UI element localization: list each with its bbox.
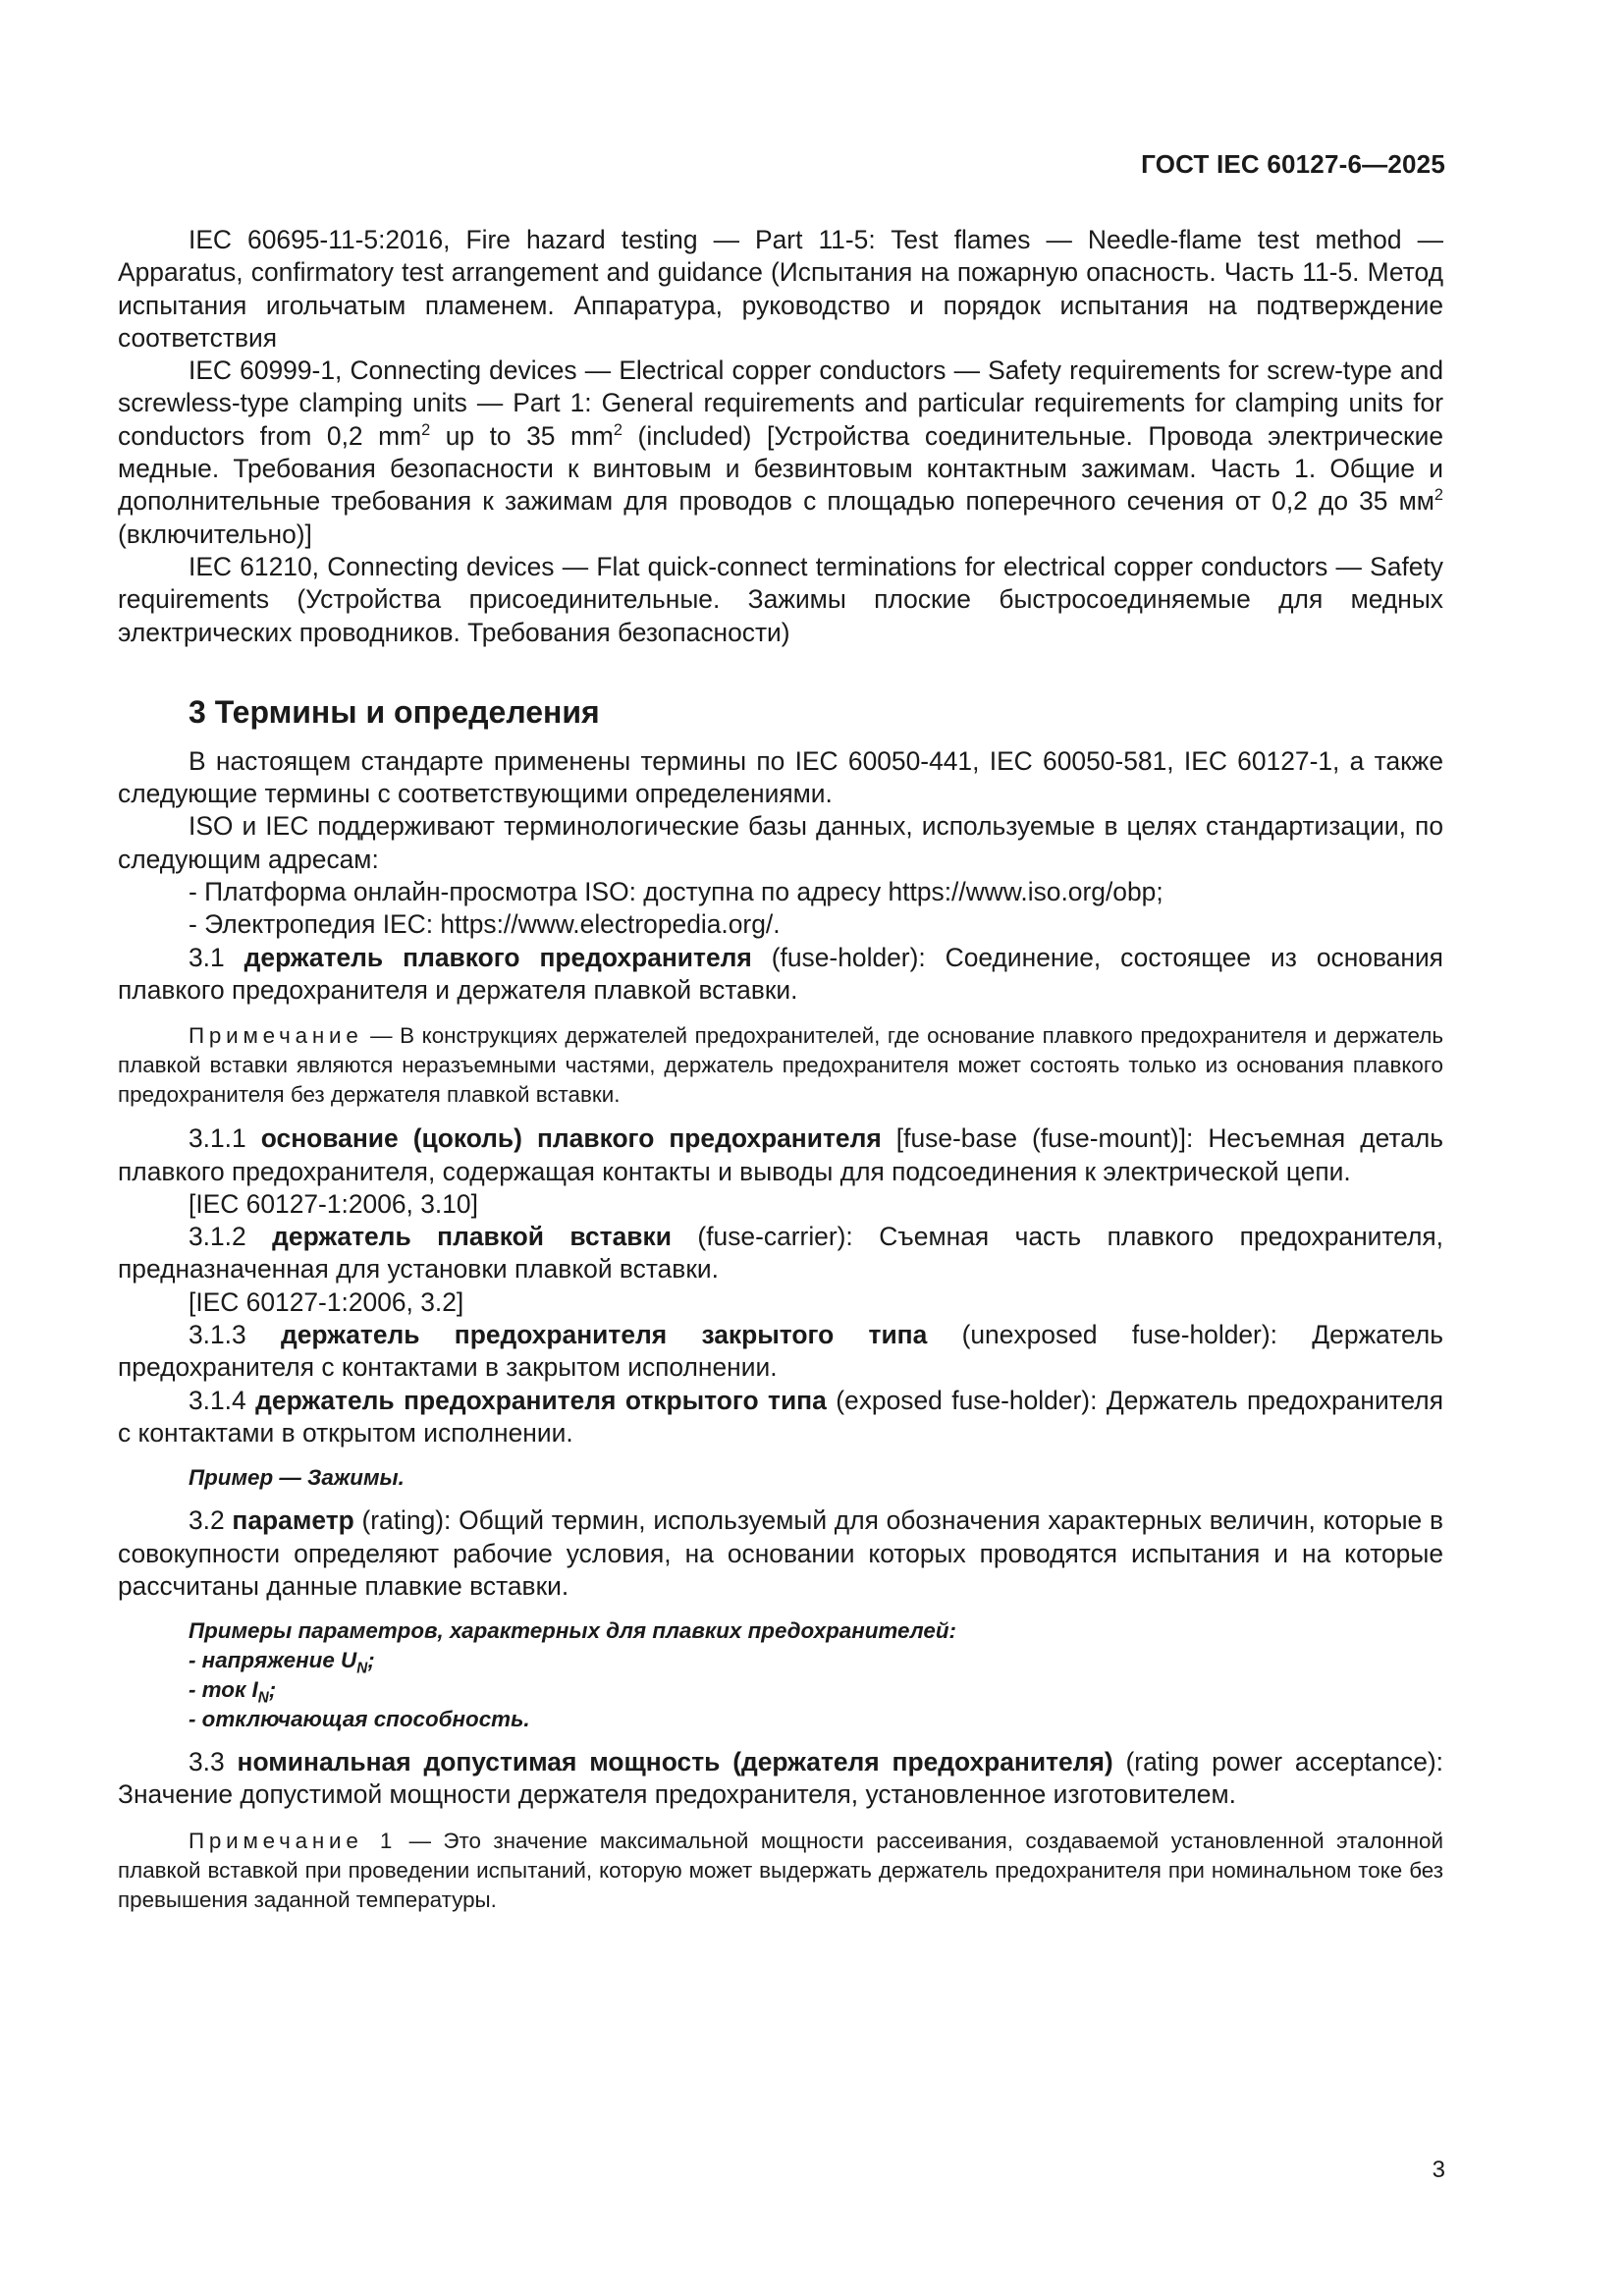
- term-name: держатель предохранителя открытого типа: [255, 1385, 827, 1415]
- term-name: номинальная допустимая мощность (держателя предохранителя): [237, 1747, 1113, 1777]
- term-3-1-2: 3.1.2 держатель плавкой вставки (fuse-carrier): Съемная часть плавкого предохранителя, предназначенная для установки плавкой вставки.: [118, 1222, 1443, 1285]
- term-name: параметр: [232, 1505, 354, 1536]
- note-label: Примечание: [189, 1023, 363, 1049]
- term-3-3: 3.3 номинальная допустимая мощность (держателя предохранителя) (rating power acceptance): Значение допустимой мощности держателя предохранителя, установленное изготовителем.: [118, 1747, 1443, 1810]
- example-current: - ток $I_N$;: [189, 1677, 277, 1707]
- page-number: 3: [1432, 2157, 1445, 2183]
- section-intro: В настоящем стандарте применены термины по IEC 60050-441, IEC 60050-581, IEC 60127-1, а также следующие термины с соответствующими определениями.: [118, 745, 1443, 809]
- ref-iec-60999: IEC 60999-1, Connecting devices — Electrical copper conductors — Safety requirements for screw-type and screwless-type clamping units — Part 1: General requirements and particular requirements for clamping units for conductors from 0,2 $mm^2$ up to 35 $mm^2$ (included) [Устройства соединительные. Провода электрические медные. Требования безопасности к винтовым и безвинтовым контактным зажимам. Часть 1. Общие и дополнительные требования к зажимам для проводов с площадью поперечного сечения от 0,2 до 35 $мм^2$ (включительно)]: [118, 355, 1443, 549]
- examples-heading: Примеры параметров, характерных для плавких предохранителей:: [189, 1618, 956, 1644]
- note-3-1: Примечание — В конструкциях держателей предохранителей, где основание плавкого предохранителя и держатель плавкой вставки являются неразъемными частями, держатель предохранителя может состоять только из основания плавкого предохранителя без держателя плавкой вставки.: [118, 1023, 1443, 1108]
- term-name: основание (цоколь) плавкого предохранителя: [260, 1123, 882, 1154]
- list-item-electropedia: - Электропедия IEC: https://www.electropedia.org/.: [189, 909, 781, 940]
- note-label: Примечание 1: [189, 1828, 398, 1853]
- standard-designation: ГОСТ IEC 60127-6—2025: [1141, 149, 1445, 179]
- term-name: держатель плавкого предохранителя: [243, 942, 752, 972]
- page-content: [118, 224, 1443, 1928]
- examples-3-2: [118, 1616, 1443, 1734]
- section-title: 3 Термины и определения: [189, 693, 600, 730]
- example-voltage: - напряжение $U_N$;: [189, 1648, 375, 1677]
- list-item-iso-obp: - Платформа онлайн-просмотра ISO: доступна по адресу https://www.iso.org/obp;: [189, 877, 1163, 907]
- example-3-1-4: Пример — Зажимы.: [189, 1465, 405, 1491]
- term-3-1: 3.1 держатель плавкого предохранителя (fuse-holder): Соединение, состоящее из основания плавкого предохранителя и держателя плавкой вставки.: [118, 942, 1443, 1005]
- term-3-1-1: 3.1.1 основание (цоколь) плавкого предохранителя [fuse-base (fuse-mount)]: Несъемная деталь плавкого предохранителя, содержащая контакты и выводы для подсоединения к электрической цепи.: [118, 1123, 1444, 1186]
- source-3-1-1: [IEC 60127-1:2006, 3.10]: [189, 1188, 478, 1219]
- term-name: держатель предохранителя закрытого типа: [281, 1320, 928, 1350]
- term-3-1-3: 3.1.3 держатель предохранителя закрытого типа (unexposed fuse-holder): Держатель предохранителя с контактами в закрытом исполнении.: [118, 1320, 1443, 1383]
- ref-iec-60695: IEC 60695-11-5:2016, Fire hazard testing — Part 11-5: Test flames — Needle-flame test method — Apparatus, confirmatory test arrangement and guidance (Испытания на пожарную опасность. Часть 11-5. Метод испытания игольчатым пламенем. Аппаратура, руководство и порядок испытания на подтверждение соответствия: [118, 225, 1443, 353]
- ref-iec-61210: IEC 61210, Connecting devices — Flat quick-connect terminations for electrical copper conductors — Safety requirements (Устройства присоединительные. Зажимы плоские быстросоединяемые для медных электрических проводников. Требования безопасности): [118, 551, 1443, 647]
- term-databases-text: ISO и IEC поддерживают терминологические базы данных, используемые в целях стандартизации, по следующим адресам:: [118, 811, 1443, 874]
- term-name: держатель плавкой вставки: [272, 1222, 672, 1252]
- note-3-3: Примечание 1 — Это значение максимальной мощности рассеивания, создаваемой установленной эталонной плавкой вставкой при проведении испытаний, которую может выдержать держатель предохранителя при номинальном токе без превышения заданной температуры.: [118, 1828, 1443, 1912]
- example-breaking-capacity: - отключающая способность.: [189, 1707, 530, 1732]
- term-3-2: 3.2 параметр (rating): Общий термин, используемый для обозначения характерных величин, которые в совокупности определяют рабочие условия, на основании которых проводятся испытания и на которые рассчитаны данные плавкие вставки.: [118, 1505, 1443, 1601]
- source-3-1-2: [IEC 60127-1:2006, 3.2]: [189, 1286, 464, 1317]
- term-3-1-4: 3.1.4 держатель предохранителя открытого типа (exposed fuse-holder): Держатель предохранителя с контактами в открытом исполнении.: [118, 1385, 1443, 1448]
